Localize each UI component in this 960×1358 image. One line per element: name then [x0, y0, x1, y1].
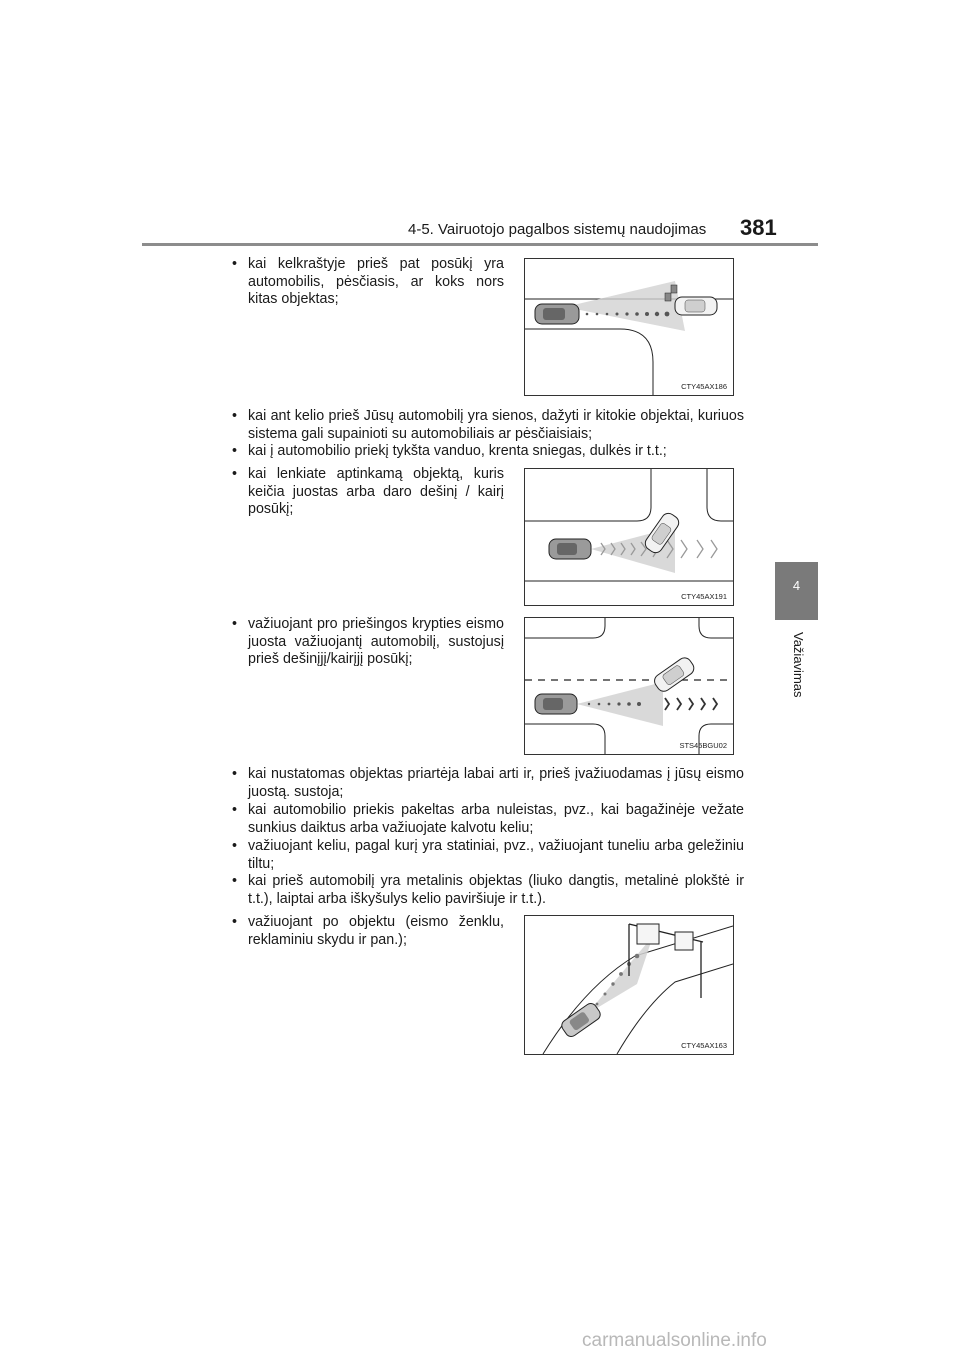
figure-code: CTY45AX186	[681, 382, 727, 391]
bullet-item: • kai automobilio priekis pakeltas arba nuleistas, pvz., kai bagažinėje vežate sunkius daiktus arba važiuojate kalvotu keliu;	[232, 802, 744, 837]
figure-illustration	[525, 469, 733, 605]
bullet-item: • kai ant kelio prieš Jūsų automobilį yra sienos, dažyti ir kitokie objektai, kuriuos sistema gali supainioti su automobiliais ar pėsčiaisiais;	[232, 408, 744, 443]
chapter-number: 4	[792, 578, 801, 593]
bullet-item: • kai prieš automobilį yra metalinis objektas (liuko dangtis, metalinė plokštė ir t.t.), laiptai arba iškyšulys kelio paviršiuje ir t.t.).	[232, 873, 744, 908]
figure-code: STS45BGU02	[679, 741, 727, 750]
bullet-item: • kai nustatomas objektas priartėja labai arti ir, prieš įvažiuodamas į jūsų eismo juostą. sustoja;	[232, 766, 744, 801]
figure-code: CTY45AX163	[681, 1041, 727, 1050]
bullet-item: • važiuojant pro priešingos krypties eismo juosta važiuojantį automobilį, sustojusį prieš dešinįjį/kairįjį posūkį;	[232, 616, 504, 669]
chapter-label: Važiavimas	[791, 632, 806, 698]
page-number: 381	[740, 215, 777, 240]
watermark: carmanualsonline.info	[582, 1330, 767, 1351]
figure-code: CTY45AX191	[681, 592, 727, 601]
figure-illustration	[525, 259, 733, 395]
header-rule	[142, 243, 818, 246]
figure-overtaking-turning-vehicle	[524, 468, 734, 606]
running-header: 4-5. Vairuotojo pagalbos sistemų naudojimas	[408, 221, 707, 238]
bullet-item: • važiuojant keliu, pagal kurį yra statiniai, pvz., važiuojant tuneliu arba geležiniu tiltu;	[232, 838, 744, 873]
figure-turn-roadside-object	[524, 258, 734, 396]
bullet-item: • kai į automobilio priekį tykšta vanduo, krenta sniegas, dulkės ir t.t.;	[232, 443, 744, 461]
figure-illustration	[525, 618, 733, 754]
bullet-item: • kai kelkraštyje prieš pat posūkį yra automobilis, pėsčiasis, ar koks nors kitas objektas;	[232, 256, 504, 309]
figure-oncoming-turning-vehicle	[524, 617, 734, 755]
bullet-item: • važiuojant po objektu (eismo ženklu, reklaminiu skydu ir pan.);	[232, 914, 504, 949]
bullet-item: • kai lenkiate aptinkamą objektą, kuris keičia juostas arba daro dešinį / kairį posūkį;	[232, 466, 504, 519]
figure-illustration	[525, 916, 733, 1054]
figure-overhead-sign	[524, 915, 734, 1055]
